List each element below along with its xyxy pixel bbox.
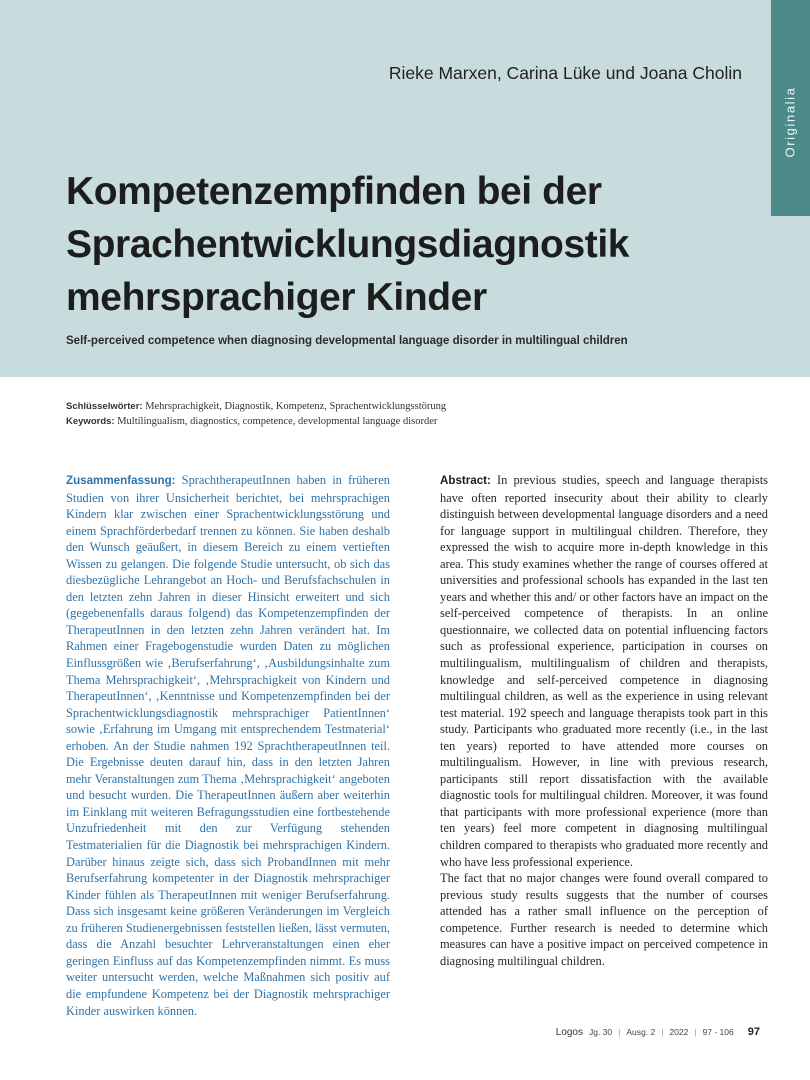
abstract-english-label: Abstract: [440, 474, 491, 487]
abstract-german-label: Zusammenfassung: [66, 474, 176, 487]
footer-issue: Ausg. 2 [626, 1027, 656, 1037]
keywords-en [66, 414, 766, 429]
article-title [66, 165, 756, 324]
abstract-english [440, 472, 768, 969]
keywords-block [66, 399, 766, 429]
title-line: Sprachentwicklungsdiagnostik [66, 223, 630, 266]
footer-separator: | [618, 1027, 621, 1037]
section-tab-label: Originalia [782, 86, 798, 158]
title-line: Kompetenzempfinden bei der [66, 170, 602, 213]
title-line: mehrsprachiger Kinder [66, 276, 487, 319]
footer-volume: Jg. 30 [588, 1027, 613, 1037]
abstract-german [66, 472, 390, 1019]
abstract-english-text: In previous studies, speech and language therapists have often reported insecurity about their ability to clearly distinguish between developmental language disorders and a need for language support in multilingual children. Therefore, they expressed the wish to acquire more in-depth knowledge in this area. This study examines whether the range of courses offered at universities and professional schools has expanded in the last ten years and whether this and/ or other factors have an impact on the self-perceived competence of therapists. In an online questionnaire, we collected data on potential influencing factors such as professional experience, participation in courses on multilingualism, multilingualism of children and therapists, knowledge and self-perceived competence in diagnosing multilingual children, as well as the experience in using relevant test material. 192 speech and language therapists took part in this study. Participants who graduated more recently (i.e., in the last ten years) reported to have attended more courses on multilingualism. However, in line with previous research, participants still report dissatisfaction with the available diagnostic tools for multilingual children. Moreover, it was found that participants with more professional experience (more than ten years) feel more competent in diagnosing multilingual children compared to therapists who graduated more recently and who have less professional experience. [440, 473, 768, 869]
footer-separator: | [694, 1027, 697, 1037]
authors: Rieke Marxen, Carina Lüke und Joana Cholin [388, 63, 742, 83]
abstract-german-paragraph [66, 472, 390, 1019]
footer-year: 2022 [669, 1027, 689, 1037]
keywords-en-label: Keywords: [66, 416, 115, 427]
keywords-de [66, 399, 766, 414]
keywords-en-text: Multilingualism, diagnostics, competence, developmental language disorder [117, 416, 438, 427]
footer-separator: | [661, 1027, 664, 1037]
footer-pages: 97 - 106 [702, 1027, 734, 1037]
page-number: 97 [747, 1026, 760, 1038]
keywords-de-text: Mehrsprachigkeit, Diagnostik, Kompetenz, Sprachentwicklungsstörung [145, 401, 447, 412]
abstract-english-paragraph-2: The fact that no major changes were found overall compared to previous study results suggests that the number of courses attended has a rather small influence on the perception of competence. Further research is needed to determine which measures can have a positive impact on perceived competence in diagnosing multilingual children. [440, 871, 768, 968]
english-subtitle: Self-perceived competence when diagnosing developmental language disorder in multilingual children [66, 335, 628, 347]
footer-journal: Logos [555, 1027, 583, 1038]
keywords-de-label: Schlüsselwörter: [66, 401, 143, 412]
abstract-german-text: SprachtherapeutInnen haben in früheren Studien von ihrer Unsicherheit berichtet, bei mehrsprachigen Kindern klar zwischen einer Sprachentwicklungsstörung und einem Sprachförderbedarf trennen zu können. Sie haben deshalb den Wunsch geäußert, in diesem Bereich zu einem vertieften Wissen zu gelangen. Die folgende Studie untersucht, ob sich das diesbezügliche Lehrangebot an Hoch- und Berufsfachschulen in den letzten zehn Jahren in dieser Hinsicht erweitert und sich (gegebenenfalls daraus folgend) das Kompetenzempfinden der TherapeutInnen in den letzten zehn Jahren verändert hat. Im Rahmen einer Fragebogenstudie wurden Daten zu möglichen Einflussgrößen wie ‚Berufserfahrung‘, ‚Ausbildungsinhalte zum Thema Mehrsprachigkeit‘, ‚Mehrsprachigkeit von Kindern und TherapeutInnen‘, ‚Kenntnisse und Kompetenzempfinden bei der Sprachentwicklungsdiagnostik mehrsprachiger PatientInnen‘ sowie ‚Erfahrung im Umgang mit entsprechendem Testmaterial‘ erhoben. An der Studie nahmen 192 SprachtherapeutInnen teil. Die Ergebnisse deuten darauf hin, dass in den letzten Jahren mehr Veranstaltungen zum Thema ‚Mehrsprachigkeit‘ angeboten und besucht wurden. Die TherapeutInnen äußern aber weiterhin im Einklang mit weiteren Befragungsstudien eine fortbestehende Unzufriedenheit mit den zur Verfügung stehenden Testmaterialien für die Diagnostik bei mehrsprachigen Kindern. Darüber hinaus zeigte sich, dass sich ProbandInnen mit mehr Berufserfahrung kompetenter in der Diagnostik mehrsprachiger Kinder fühlen als TherapeutInnen mit weniger Berufserfahrung. Dass sich insgesamt keine größeren Veränderungen im Vergleich zu früheren Studienergebnissen feststellen ließen, lässt vermuten, dass die Anzahl besuchter Lehrveranstaltungen einen eher geringen Einfluss auf das Kompetenzempfinden nimmt. Es muss weiter untersucht werden, welche Maßnahmen sich positiv auf die empfundene Kompetenz bei der Diagnostik mehrsprachiger Kinder auswirken können. [66, 473, 390, 1018]
abstract-english-paragraph [440, 472, 768, 870]
page-footer [556, 1026, 760, 1038]
